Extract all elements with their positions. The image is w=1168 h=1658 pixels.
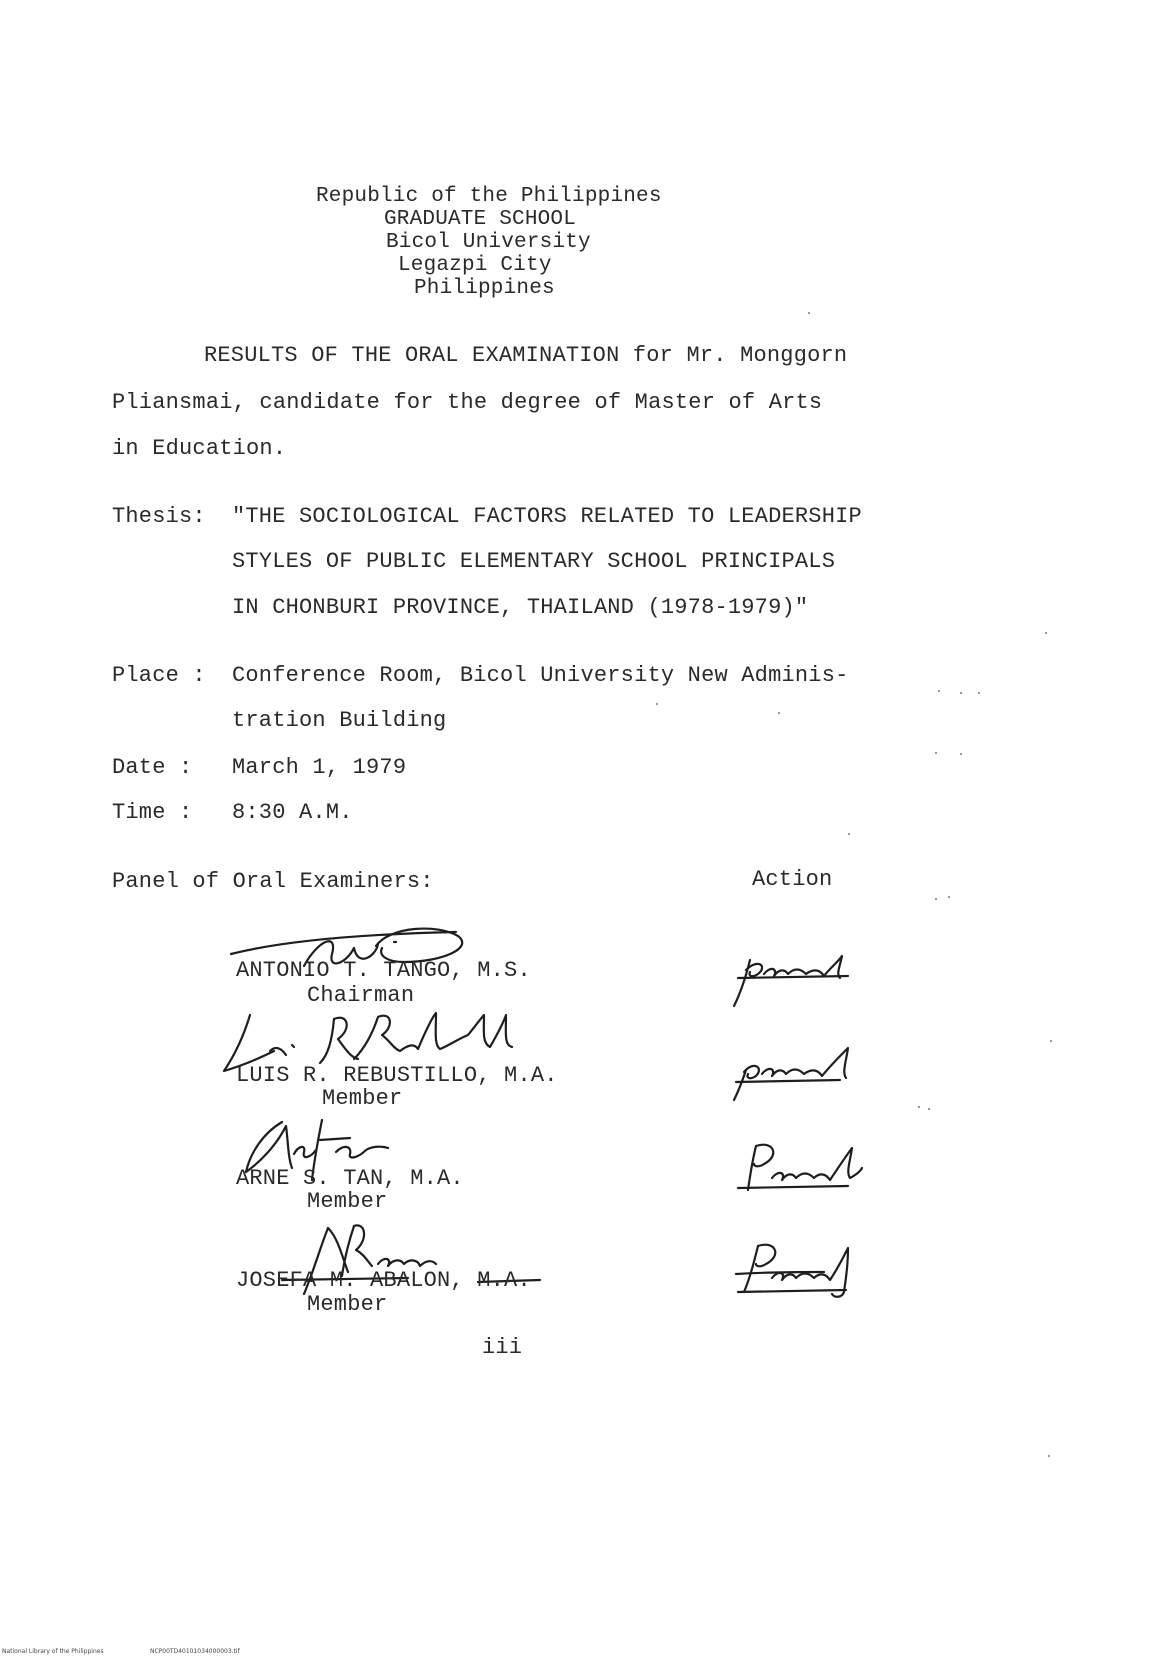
intro-line-2: Pliansmai, candidate for the degree of Master of Arts [112, 390, 823, 415]
letterhead-graduate-school: GRADUATE SCHOOL [384, 208, 577, 231]
examiner-2-role: Member [322, 1086, 403, 1111]
scan-speck [1050, 1040, 1052, 1042]
examiner-4-name: JOSEFA M. ABALON, M.A. [236, 1268, 531, 1293]
letterhead-city: Legazpi City [398, 254, 552, 277]
intro-line-1: RESULTS OF THE ORAL EXAMINATION for Mr. Monggorn [204, 343, 848, 368]
examiner-4-role: Member [307, 1292, 388, 1317]
action-heading: Action [752, 867, 833, 892]
scan-speck [808, 312, 810, 314]
examiner-1-name: ANTONIO T. TANGO, M.S. [236, 958, 531, 983]
time-value: 8:30 A.M. [232, 800, 353, 825]
examiner-1-role: Chairman [307, 983, 415, 1008]
scan-speck [1045, 632, 1047, 634]
place-line-1: Conference Room, Bicol University New Adminis- [232, 663, 849, 688]
thesis-title-line-3: IN CHONBURI PROVINCE, THAILAND (1978-1979)" [232, 595, 809, 620]
date-label: Date : [112, 755, 193, 780]
thesis-title-line-2: STYLES OF PUBLIC ELEMENTARY SCHOOL PRINCIPALS [232, 549, 836, 574]
action-3-handwriting [728, 1138, 868, 1200]
scan-speck [848, 833, 850, 835]
scan-speck [1048, 1455, 1050, 1457]
examiner-3-role: Member [307, 1189, 388, 1214]
action-4-handwriting [728, 1240, 868, 1302]
scan-speck [935, 898, 937, 900]
place-line-2: tration Building [232, 708, 447, 733]
examiner-2-name: LUIS R. REBUSTILLO, M.A. [236, 1063, 558, 1088]
scan-speck [935, 752, 937, 754]
letterhead-university: Bicol University [386, 231, 591, 254]
footer-file-id: NCP00TD40101034000003.tif [150, 1648, 240, 1655]
thesis-label: Thesis: [112, 504, 206, 529]
time-label: Time : [112, 800, 193, 825]
panel-heading: Panel of Oral Examiners: [112, 869, 434, 894]
footer-library: National Library of the Philippines [2, 1648, 104, 1655]
action-1-handwriting [728, 948, 868, 1010]
scan-speck [948, 896, 950, 898]
place-label: Place : [112, 663, 206, 688]
scan-speck [960, 753, 962, 755]
scan-speck [938, 690, 940, 692]
examiner-3-name: ARNE S. TAN, M.A. [236, 1166, 464, 1191]
scan-speck [978, 692, 980, 694]
scan-speck [928, 1108, 930, 1110]
scan-speck [960, 692, 962, 694]
date-value: March 1, 1979 [232, 755, 407, 780]
page-number: iii [482, 1335, 523, 1360]
scan-speck [656, 703, 658, 705]
intro-line-3: in Education. [112, 436, 287, 461]
letterhead-republic: Republic of the Philippines [316, 185, 662, 208]
action-2-handwriting [728, 1042, 868, 1104]
scan-speck [778, 712, 780, 714]
letterhead-country: Philippines [414, 277, 555, 300]
scan-speck [918, 1106, 920, 1108]
thesis-title-line-1: "THE SOCIOLOGICAL FACTORS RELATED TO LEADERSHIP [232, 504, 862, 529]
